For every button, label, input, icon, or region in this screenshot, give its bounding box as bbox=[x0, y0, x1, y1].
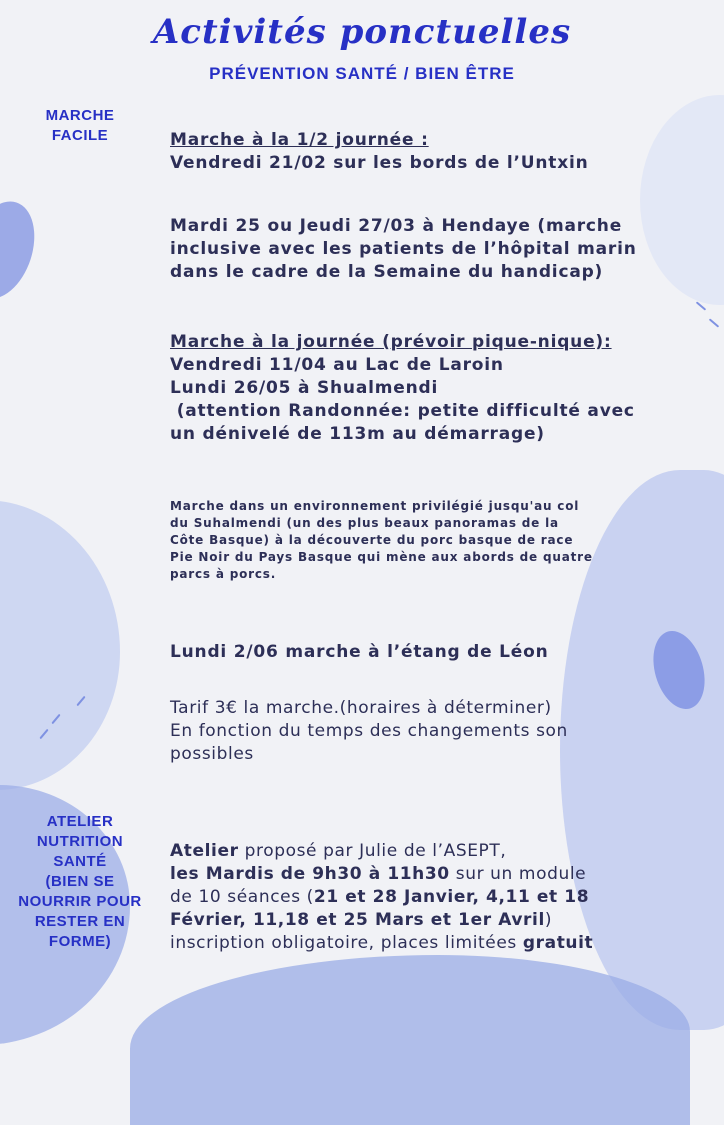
half-day-date: Vendredi 21/02 sur les bords de l’Untxin bbox=[170, 153, 589, 173]
section-label-marche bbox=[0, 106, 160, 146]
label-line: FORME) bbox=[48, 933, 112, 950]
description-line: Côte Basque) à la découverte du porc basque de race bbox=[170, 533, 574, 547]
full-day-line: Lundi 26/05 à Shualmendi bbox=[170, 378, 439, 398]
half-day-heading: Marche à la 1/2 journée : bbox=[170, 130, 429, 150]
atelier-line bbox=[170, 886, 710, 909]
atelier-text: ) bbox=[544, 910, 553, 930]
walk-description bbox=[170, 498, 710, 583]
tarif-info bbox=[170, 697, 710, 766]
atelier-text: sur un module bbox=[449, 864, 587, 884]
tarif-line: En fonction du temps des changements son bbox=[170, 721, 568, 741]
half-day-walk bbox=[170, 129, 710, 175]
full-day-line: (attention Randonnée: petite difficulté avec bbox=[170, 401, 635, 421]
atelier-info bbox=[170, 840, 710, 955]
full-day-line: Vendredi 11/04 au Lac de Laroin bbox=[170, 355, 504, 375]
page-subtitle: PRÉVENTION SANTÉ / BIEN ÊTRE bbox=[209, 64, 515, 83]
label-line: MARCHE bbox=[45, 107, 115, 124]
section-label-atelier bbox=[0, 812, 160, 952]
leon-walk bbox=[170, 641, 710, 664]
label-line: NUTRITION bbox=[36, 833, 124, 850]
atelier-bold: gratuit bbox=[522, 933, 594, 953]
hendaye-line: dans le cadre de la Semaine du handicap) bbox=[170, 262, 604, 282]
atelier-text: proposé par Julie de l’ASEPT, bbox=[238, 841, 507, 861]
description-line: Marche dans un environnement privilégié jusqu'au col bbox=[170, 499, 580, 513]
decorative-blob bbox=[0, 500, 120, 790]
page-title: Activités ponctuelles bbox=[152, 12, 572, 52]
label-line: (BIEN SE bbox=[45, 873, 115, 890]
atelier-text: de 10 séances ( bbox=[170, 887, 314, 907]
decorative-blob bbox=[0, 193, 46, 307]
hendaye-line: Mardi 25 ou Jeudi 27/03 à Hendaye (marche bbox=[170, 216, 623, 236]
atelier-line bbox=[170, 932, 710, 955]
label-line: FACILE bbox=[51, 127, 109, 144]
full-day-heading: Marche à la journée (prévoir pique-nique): bbox=[170, 332, 612, 352]
description-line: parcs à porcs. bbox=[170, 567, 277, 581]
atelier-bold: Atelier bbox=[170, 841, 239, 861]
full-day-walk bbox=[170, 331, 710, 446]
atelier-bold: Février, 11,18 et 25 Mars et 1er Avril bbox=[170, 910, 545, 930]
label-line: SANTÉ bbox=[53, 853, 107, 870]
hendaye-walk bbox=[170, 215, 710, 284]
description-line: du Suhalmendi (un des plus beaux panoramas de la bbox=[170, 516, 559, 530]
atelier-line bbox=[170, 840, 710, 863]
leon-line: Lundi 2/06 marche à l’étang de Léon bbox=[170, 642, 549, 662]
atelier-text: inscription obligatoire, places limitées bbox=[170, 933, 523, 953]
full-day-line: un dénivelé de 113m au démarrage) bbox=[170, 424, 545, 444]
atelier-bold: 21 et 28 Janvier, 4,11 et 18 bbox=[313, 887, 590, 907]
atelier-line bbox=[170, 863, 710, 886]
decorative-blob bbox=[130, 955, 690, 1125]
tarif-line: possibles bbox=[170, 744, 254, 764]
label-line: RESTER EN bbox=[34, 913, 126, 930]
decorative-dash bbox=[709, 318, 719, 327]
description-line: Pie Noir du Pays Basque qui mène aux abords de quatre bbox=[170, 550, 593, 564]
label-line: ATELIER bbox=[46, 813, 114, 830]
atelier-line bbox=[170, 909, 710, 932]
tarif-line: Tarif 3€ la marche.(horaires à déterminer) bbox=[170, 698, 552, 718]
hendaye-line: inclusive avec les patients de l’hôpital marin bbox=[170, 239, 637, 259]
atelier-bold: les Mardis de 9h30 à 11h30 bbox=[170, 864, 450, 884]
label-line: NOURRIR POUR bbox=[18, 893, 142, 910]
